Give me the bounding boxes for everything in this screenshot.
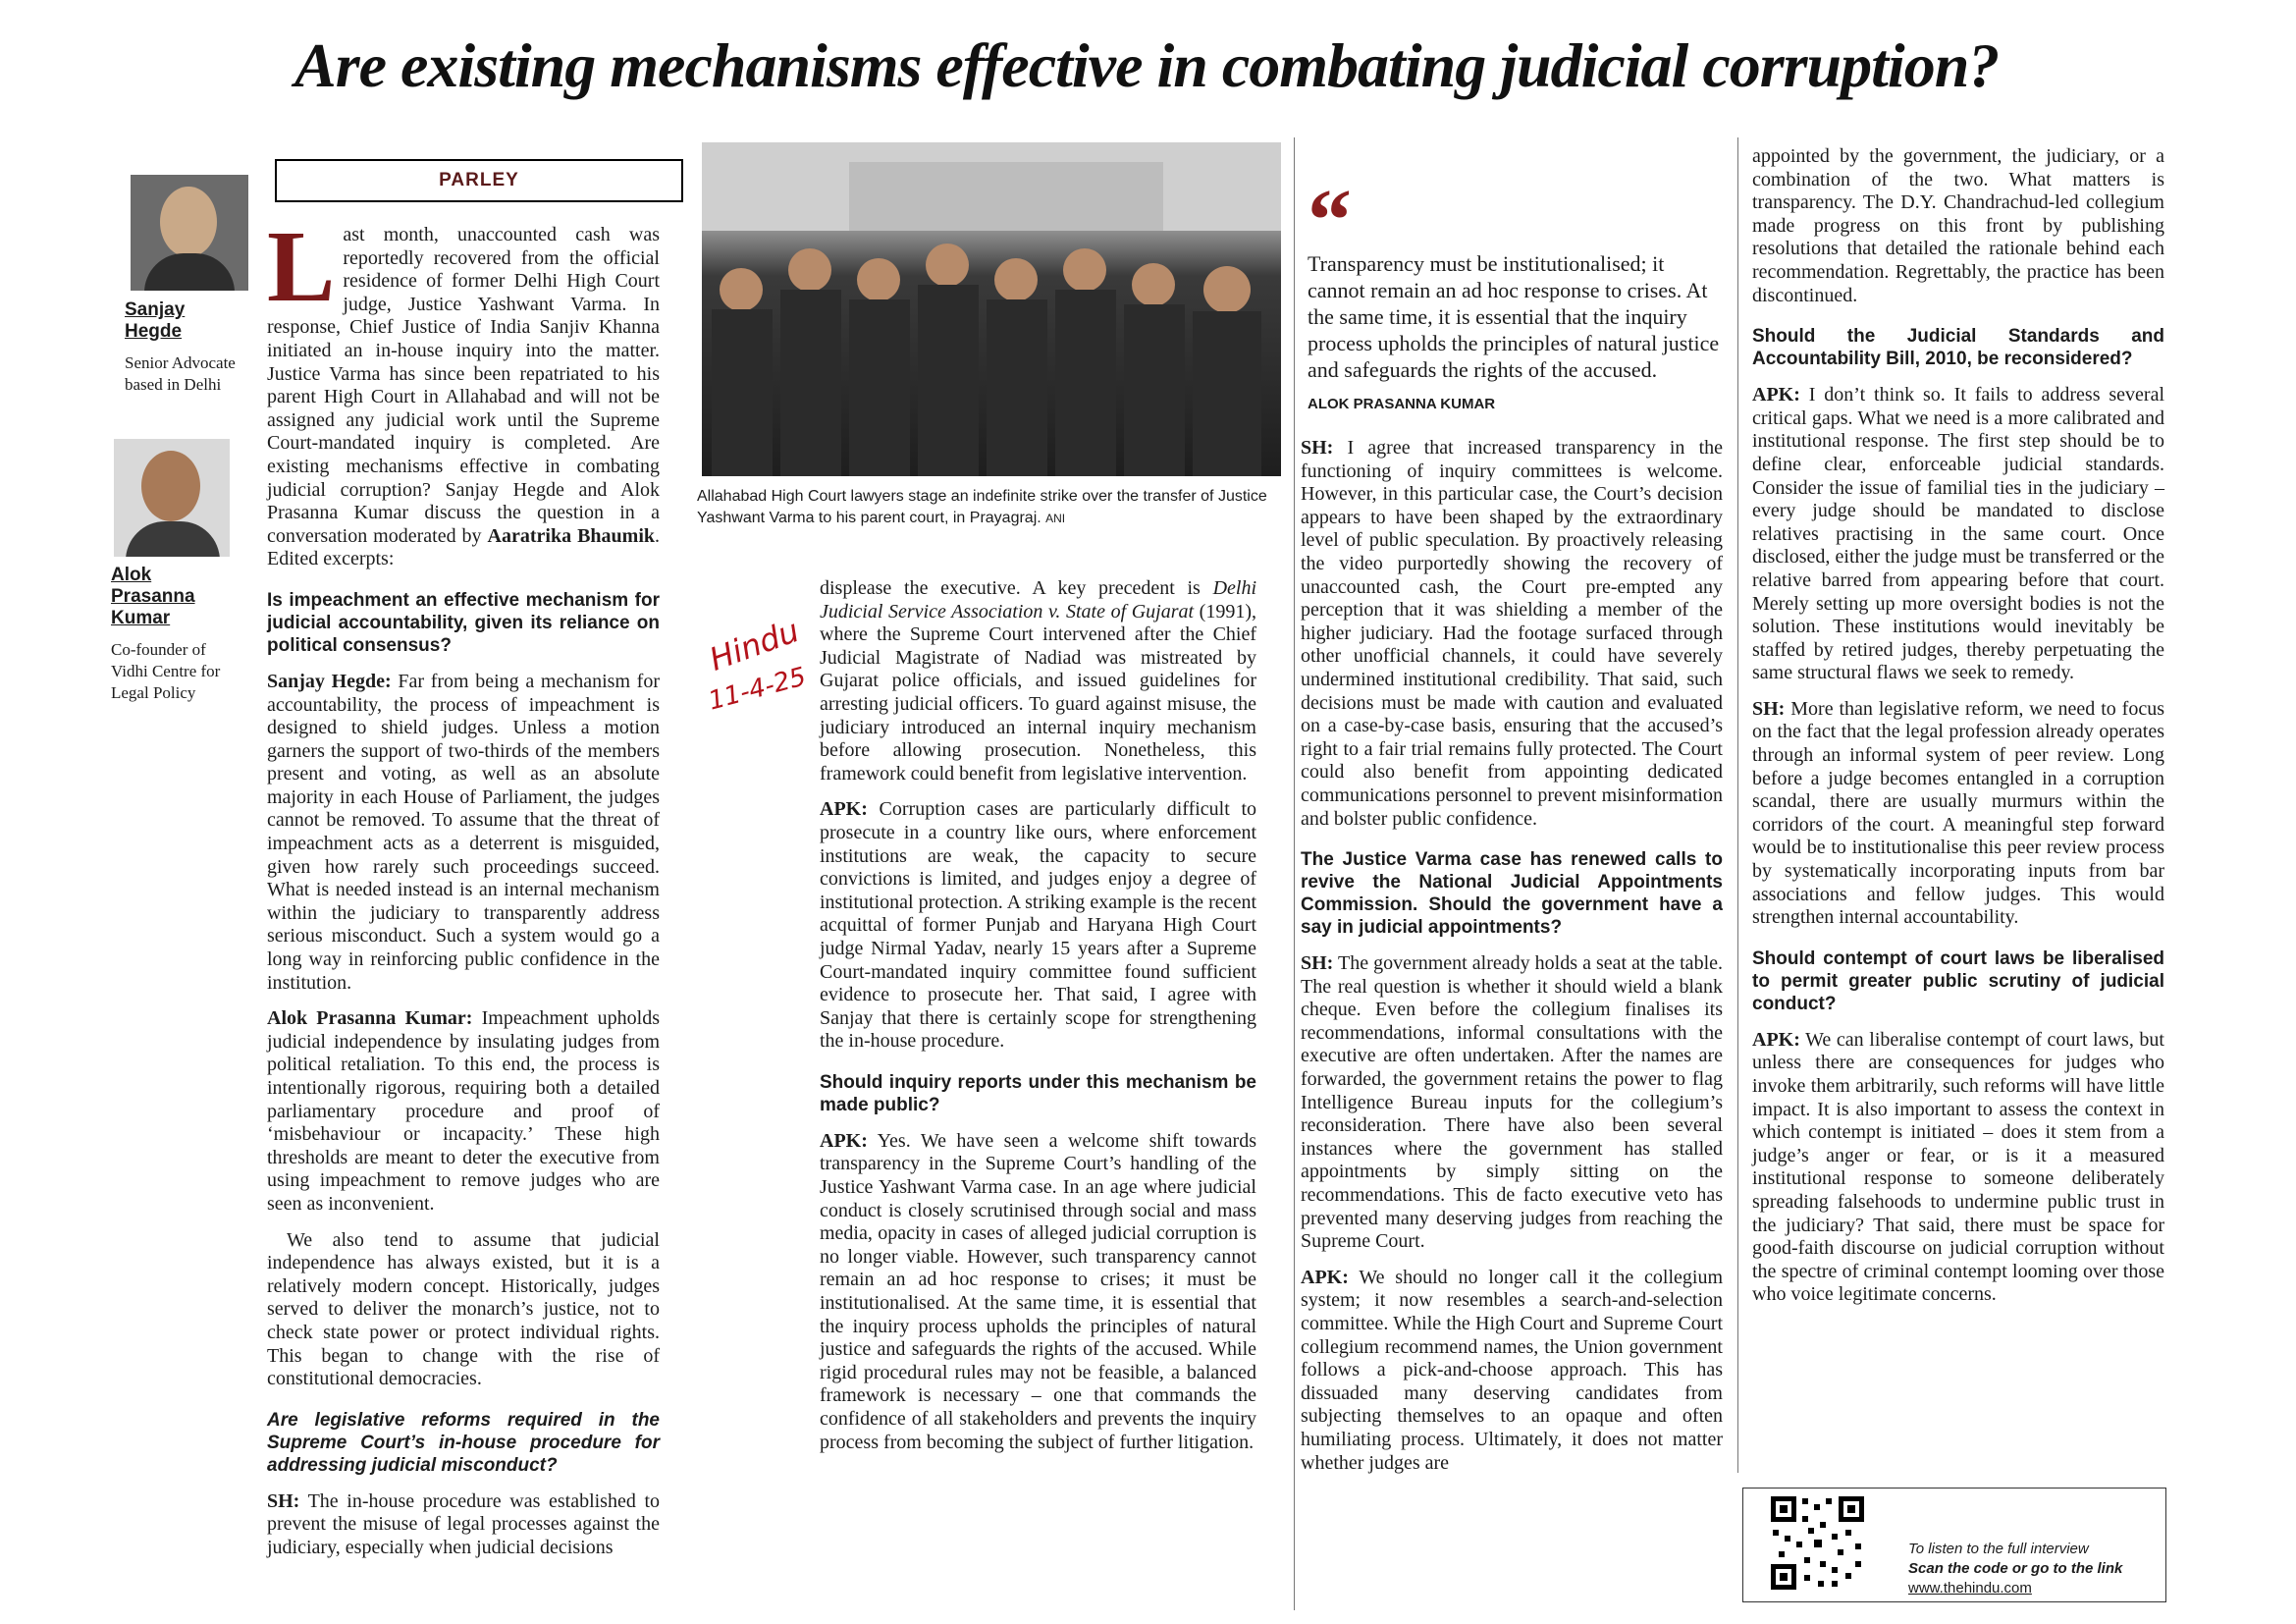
column-divider — [1737, 137, 1738, 1473]
author-role: Vidhi Centre for — [111, 662, 221, 680]
column-divider — [1294, 137, 1295, 1610]
intro-paragraph: Last month, unaccounted cash was reportedly recovered from the official residence of former Delhi High Court judge, Justice Yashwant Varma. In response, Chief Justice of India Sanjiv Khanna initiated an in-house inquiry into the matter. Justice Varma has since been repatriated to his parent High Court in Allahabad and will not be assigned any judicial work until the Supreme Court-mandated inquiry is completed. Are existing mechanisms effective in combating judicial corruption? Sanjay Hegde and Alok Prasanna Kumar discuss the question in a conversation moderated by Aaratrika Bhaumik. Edited excerpts: — [267, 210, 660, 570]
speaker-label: APK: — [820, 798, 868, 821]
author-name: Prasanna — [111, 586, 195, 607]
author-byline-alok-prasanna-kumar — [111, 565, 229, 704]
author-name: Sanjay — [125, 299, 186, 320]
speaker-label: Alok Prasanna Kumar: — [267, 1007, 473, 1030]
photo-illustration — [702, 142, 1281, 476]
author-role: Legal Policy — [111, 683, 196, 702]
pull-quote-attribution: ALOK PRASANNA KUMAR — [1308, 396, 1496, 412]
answer-paragraph: APK: Yes. We have seen a welcome shift towards transparency in the Supreme Court’s handling of the Justice Yashwant Varma case. In an age where judicial conduct is closely scrutinised through social and mass media, opacity in cases of alleged judicial corruption is no longer viable. However, such transparency cannot remain an ad hoc response to crises; it must be institutionalised. At the same time, it is essential that the inquiry process upholds the principles of natural justice and safeguards the rights of the accused. While rigid procedural rules may not be feasible, a balanced framework is necessary – one that commands the confidence of all stakeholders and prevents the inquiry process from becoming the subject of further litigation. — [820, 1129, 1256, 1453]
pull-quote — [1308, 172, 1720, 417]
photo-caption: Allahabad High Court lawyers stage an indefinite strike over the transfer of Justice Yashwant Varma to his parent court, in Prayagraj. ANI — [697, 488, 1267, 526]
question-heading: Are legislative reforms required in the Supreme Court’s in-house procedure for addressing judicial misconduct? — [267, 1409, 660, 1476]
author-photo-alok-prasanna-kumar — [114, 439, 230, 557]
author-name: Kumar — [111, 608, 171, 628]
speaker-label: APK: — [1301, 1266, 1349, 1288]
website-link[interactable]: www.thehindu.com — [1908, 1580, 2032, 1597]
question-heading: Is impeachment an effective mechanism for judicial accountability, given its reliance on political consensus? — [267, 589, 660, 656]
handwritten-date: 11-4-25 — [705, 662, 810, 717]
handwritten-text: Hindu — [704, 611, 804, 678]
speaker-label: SH: — [1301, 437, 1334, 459]
answer-paragraph: APK: We should no longer call it the collegium system; it now resembles a search-and-selection committee. While the High Court and Supreme Court collegium recommend names, the Union government follows a pick-and-choose approach. This has dissuaded many deserving candidates from subjecting themselves to an opaque and often humiliating process. Ultimately, it does not matter whether judges are — [1301, 1266, 1723, 1474]
answer-paragraph: We also tend to assume that judicial independence has always existed, but it is a relatively modern concept. Historically, judges served to deliver the monarch’s justice, not to check state power or protect individual rights. This began to change with the rise of constitutional democracies. — [267, 1228, 660, 1390]
author-name: Hegde — [125, 321, 183, 342]
qr-promo-text — [1908, 1540, 2122, 1598]
answer-paragraph: APK: We can liberalise contempt of court laws, but unless there are consequences for judges who invoke them arbitrarily, such reforms will have little impact. It is also important to assess the context in which contempt is initiated – does it stem from a judge’s anger or fear, or is it a measured institutional response to someone deliberately spreading falsehoods to undermine public trust in the judiciary? That said, there must be space for good-faith discourse on judicial corruption without the spectre of criminal contempt looming over those who voice legitimate concerns. — [1752, 1028, 2164, 1306]
speaker-label: SH: — [1301, 952, 1334, 975]
drop-cap: L — [267, 210, 336, 323]
author-role: Co-founder of — [111, 640, 206, 659]
author-name: Alok — [111, 565, 152, 585]
lawyers-strike-photo — [702, 142, 1281, 476]
photo-credit: ANI — [1045, 512, 1066, 525]
case-name: Delhi Judicial Service Association v. State of Gujarat — [820, 577, 1256, 623]
answer-paragraph: SH: More than legislative reform, we need to focus on the fact that the legal profession already operates through an informal system of peer review. Long before a judge becomes entangled in a corruption scandal, there are usually murmurs within the corridors of the court. A meaningful step forward would be to institutionalise this peer review process by systematically incorporating inputs from bar associations and fellow judges. This would strengthen internal accountability. — [1752, 697, 2164, 929]
answer-paragraph: APK: Corruption cases are particularly difficult to prosecute in a country like ours, where enforcement institutions are weak, the capacity to secure convictions is limited, and judges enjoy a degree of institutional protection. A striking example is the recent acquittal of former Punjab and Haryana High Court judge Nirmal Yadav, nearly 15 years after a Supreme Court-mandated inquiry committee found sufficient evidence to prosecute her. That said, I agree with Sanjay that there is certainly scope for strengthening the in-house procedure. — [820, 798, 1256, 1053]
speaker-label: APK: — [1752, 384, 1800, 406]
section-label: PARLEY — [275, 159, 683, 202]
author-role: based in Delhi — [125, 375, 222, 394]
question-heading: Should the Judicial Standards and Accountability Bill, 2010, be reconsidered? — [1752, 326, 2164, 370]
speaker-label: APK: — [820, 1129, 868, 1152]
answer-paragraph: Sanjay Hegde: Far from being a mechanism for accountability, the process of impeachment is designed to shield judges. Unless a motion garners the support of two-thirds of the members present and voting, as well as an absolute majority in each House of Parliament, the judges cannot be removed. To assume that the threat of impeachment acts as a deterrent is misguided, given how rarely such proceedings succeed. What is needed instead is an internal mechanism within the judiciary to transparently address serious misconduct. Such a system would go a long way in reinforcing public confidence in the institution. — [267, 670, 660, 994]
answer-paragraph: SH: The government already holds a seat at the table. The real question is whether it should wield a blank cheque. Even before the collegium finalises its recommendations, informal consultations with the executive are often undertaken. After the names are forwarded, the government retains the power to flag Intelligence Bureau inputs for the collegium’s reconsideration. There have also been several instances where the government has stalled appointments by simply sitting on the recommendations. This de facto executive veto has prevented many deserving judges from reaching the Supreme Court. — [1301, 952, 1723, 1253]
question-heading: Should inquiry reports under this mechanism be made public? — [820, 1071, 1256, 1115]
pull-quote-text: Transparency must be institutionalised; it cannot remain an ad hoc response to crises. At the same time, it is essential that the inquiry process upholds the principles of natural justice and safeguards the rights of the accused. — [1308, 251, 1720, 382]
speaker-label: APK: — [1752, 1028, 1800, 1051]
qr-promo-box — [1742, 1488, 2166, 1602]
article-column-3 — [1301, 437, 1723, 1488]
qr-code-icon[interactable] — [1771, 1496, 1864, 1590]
question-heading: Should contempt of court laws be liberalised to permit greater public scrutiny of judicial conduct? — [1752, 947, 2164, 1014]
article-column-2 — [820, 577, 1256, 1467]
answer-paragraph: APK: I don’t think so. It fails to address several critical gaps. What we need is a more calibrated and institutional response. The first step should be to define clear, enforceable judicial standards. Consider the issue of familial ties in the judiciary – every judge should be mandated to disclose relatives practising in the same court. Once disclosed, either the judge must be transferred or the relative barred from appearing before that court. Merely setting up more oversight bodies is not the solution. These institutions would inevitably be staffed by retired judges, thereby perpetuating the same structural flaws we seek to remedy. — [1752, 384, 2164, 684]
qr-promo-line: To listen to the full interview — [1908, 1541, 2089, 1557]
article-column-4 — [1752, 145, 2164, 1320]
author-byline-sanjay-hegde — [125, 299, 262, 396]
question-heading: The Justice Varma case has renewed calls to revive the National Judicial Appointments Commission. Should the government have a say in judicial appointments? — [1301, 849, 1723, 939]
headline: Are existing mechanisms effective in combating judicial corruption? — [294, 30, 2000, 100]
article-column-1 — [267, 210, 660, 1573]
author-role: Senior Advocate — [125, 353, 236, 372]
answer-paragraph: appointed by the government, the judiciary, or a combination of the two. What matters is transparency. The D.Y. Chandrachud-led collegium made progress on this front by publishing resolutions that detailed the rationale behind each recommendation. Regrettably, the practice has been discontinued. — [1752, 145, 2164, 306]
answer-paragraph: SH: The in-house procedure was established to prevent the misuse of legal processes against the judiciary, especially when judicial decisions — [267, 1489, 660, 1558]
answer-paragraph: displease the executive. A key precedent is Delhi Judicial Service Association v. State of Gujarat (1991), where the Supreme Court intervened after the Chief Judicial Magistrate of Nadiad was mistreated by Gujarat police officials, and issued guidelines for arresting judicial officers. To guard against misuse, the judiciary introduced an internal inquiry mechanism before allowing prosecution. Nonetheless, this framework could benefit from legislative intervention. — [820, 577, 1256, 785]
answer-paragraph: Alok Prasanna Kumar: Impeachment upholds judicial independence by insulating judges from political retaliation. To this end, the process is intentionally rigorous, requiring both a detailed parliamentary procedure and proof of ‘misbehaviour or incapacity.’ These high thresholds are meant to deter the executive from using impeachment to remove judges who are seen as inconvenient. — [267, 1007, 660, 1215]
answer-paragraph: SH: I agree that increased transparency in the functioning of inquiry committees is welcome. However, in this particular case, the Court’s decision appears to have been shaped by the extraordinary level of public speculation. By proactively releasing the video purportedly showing the recovery of unaccounted cash, the Court pre-empted any perception that it was shielding a member of the higher judiciary. Had the footage surfaced through other unofficial channels, it could have severely undermined institutional credibility. That said, such decisions must be made with caution and evaluated on a case-by-case basis, ensuring that the accused’s right to a fair trial remains fully protected. The Court could also benefit from appointing dedicated communications personnel to prevent misinformation and bolster public confidence. — [1301, 437, 1723, 830]
quote-mark-icon: “ — [1308, 172, 1352, 269]
speaker-label: Sanjay Hegde: — [267, 670, 392, 692]
author-photo-sanjay-hegde — [131, 175, 248, 291]
qr-promo-line: Scan the code or go to the link — [1908, 1560, 2123, 1577]
speaker-label: SH: — [267, 1489, 300, 1512]
speaker-label: SH: — [1752, 697, 1786, 720]
moderator-name: Aaratrika Bhaumik — [487, 524, 655, 547]
